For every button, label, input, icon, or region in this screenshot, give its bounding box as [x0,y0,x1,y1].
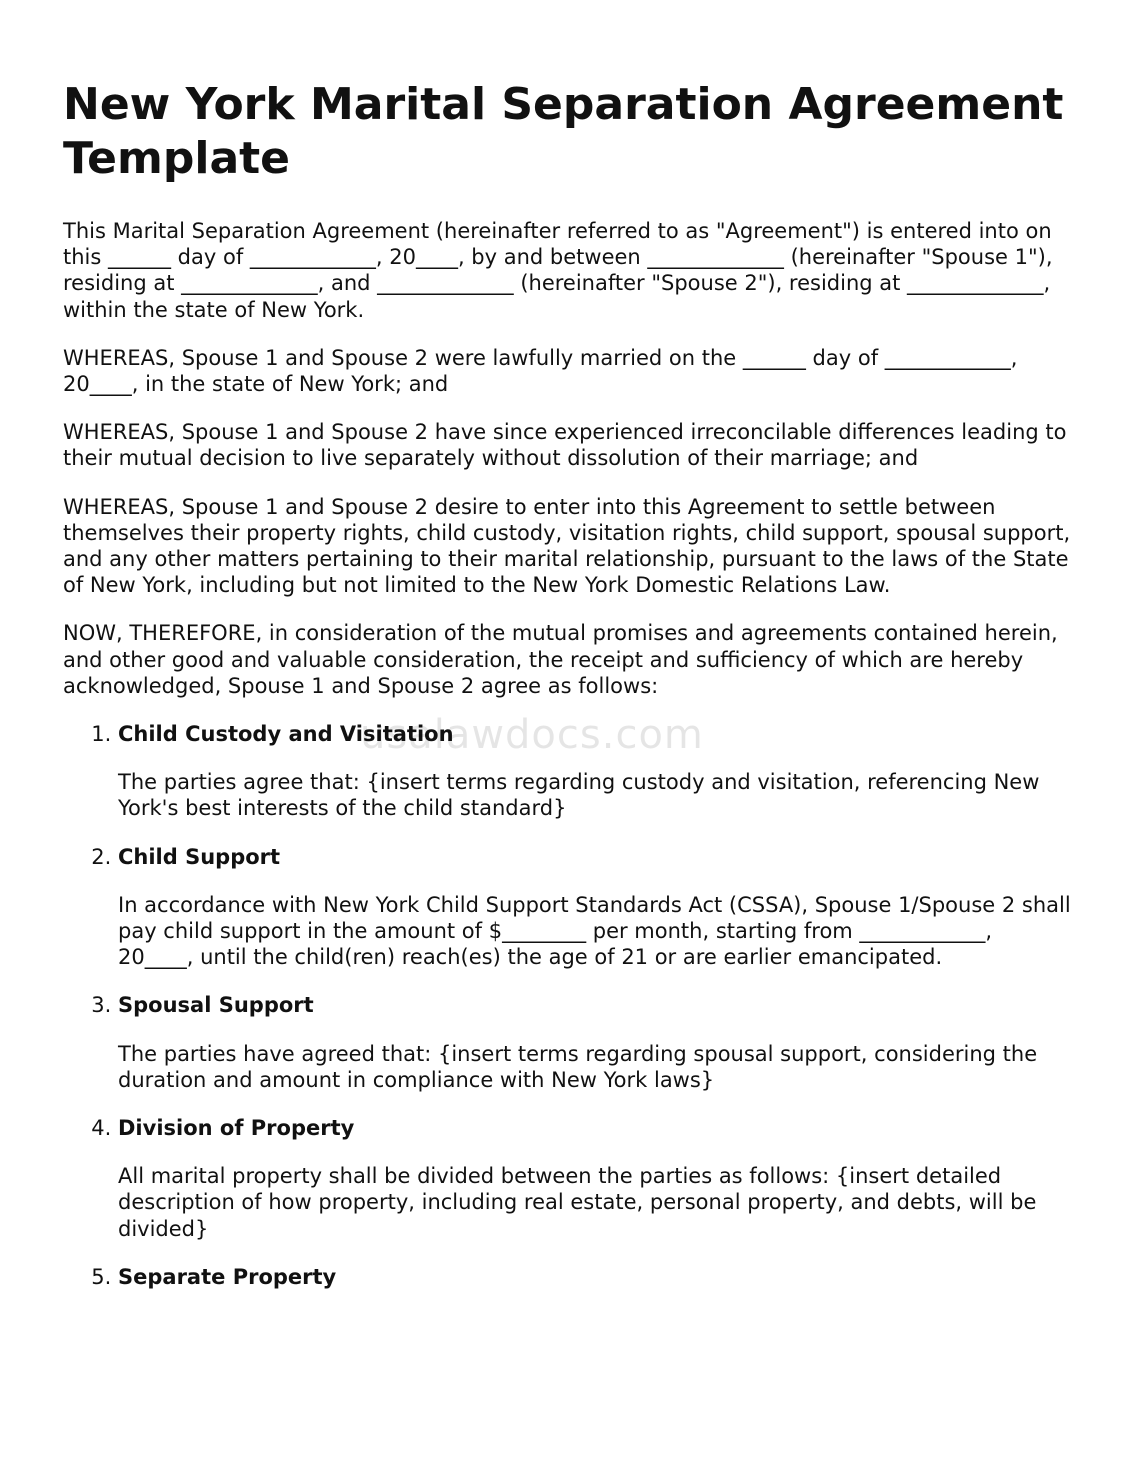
section-separate-property [118,1264,1073,1290]
whereas-married-paragraph: WHEREAS, Spouse 1 and Spouse 2 were lawfully married on the ______ day of ____________, 20____, in the state of New York; and [63,345,1018,397]
section-division-of-property [118,1115,1073,1242]
intro-paragraph: This Marital Separation Agreement (hereinafter referred to as "Agreement") is entered into on this ______ day of ____________, 20____, by and between _____________ (hereinafter "Spouse 1"), residing at _____________, and _____________ (hereinafter "Spouse 2"), residing at _____________, within the state of New York. [63,219,1053,322]
watermark: usalawdocs.com [360,712,704,758]
now-therefore-paragraph: NOW, THEREFORE, in consideration of the mutual promises and agreements contained herein, and other good and valuable consideration, the receipt and sufficiency of which are hereby acknowledged, Spouse 1 and Spouse 2 agree as follows: [63,621,1058,698]
section-child-custody [118,721,1073,822]
document-page [63,78,1073,1312]
whereas-settle-paragraph: WHEREAS, Spouse 1 and Spouse 2 desire to enter into this Agreement to settle between themselves their property rights, child custody, visitation rights, child support, spousal support, and any other matters pertaining to their marital relationship, pursuant to the laws of the State of New York, including but not limited to the New York Domestic Relations Law. [63,494,1071,598]
section-body: In accordance with New York Child Support Standards Act (CSSA), Spouse 1/Spouse 2 shall pay child support in the amount of $________ per month, starting from ____________, 20____, until the child(ren) reach(es) the age of 21 or are earlier emancipated. [118,892,1071,970]
section-title: 3. Spousal Support [118,993,314,1018]
section-child-support [118,844,1073,971]
agreement-sections-list [63,721,1073,1290]
section-title: 1. Child Custody and Visitation [118,722,454,747]
section-body: All marital property shall be divided between the parties as follows: {insert detailed description of how property, including real estate, personal property, and debts, will be divided} [118,1164,1037,1241]
section-spousal-support [118,992,1073,1093]
section-body: The parties agree that: {insert terms regarding custody and visitation, referencing New York's best interests of the child standard} [118,770,1040,821]
section-title: 4. Division of Property [118,1116,355,1141]
whereas-differences-paragraph: WHEREAS, Spouse 1 and Spouse 2 have since experienced irreconcilable differences leading to their mutual decision to live separately without dissolution of their marriage; and [63,420,1067,471]
section-body: The parties have agreed that: {insert terms regarding spousal support, considering the duration and amount in compliance with New York laws} [118,1041,1038,1092]
section-title: 5. Separate Property [118,1264,337,1289]
document-title: New York Marital Separation Agreement Template [63,79,1064,184]
section-title: 2. Child Support [118,844,281,869]
